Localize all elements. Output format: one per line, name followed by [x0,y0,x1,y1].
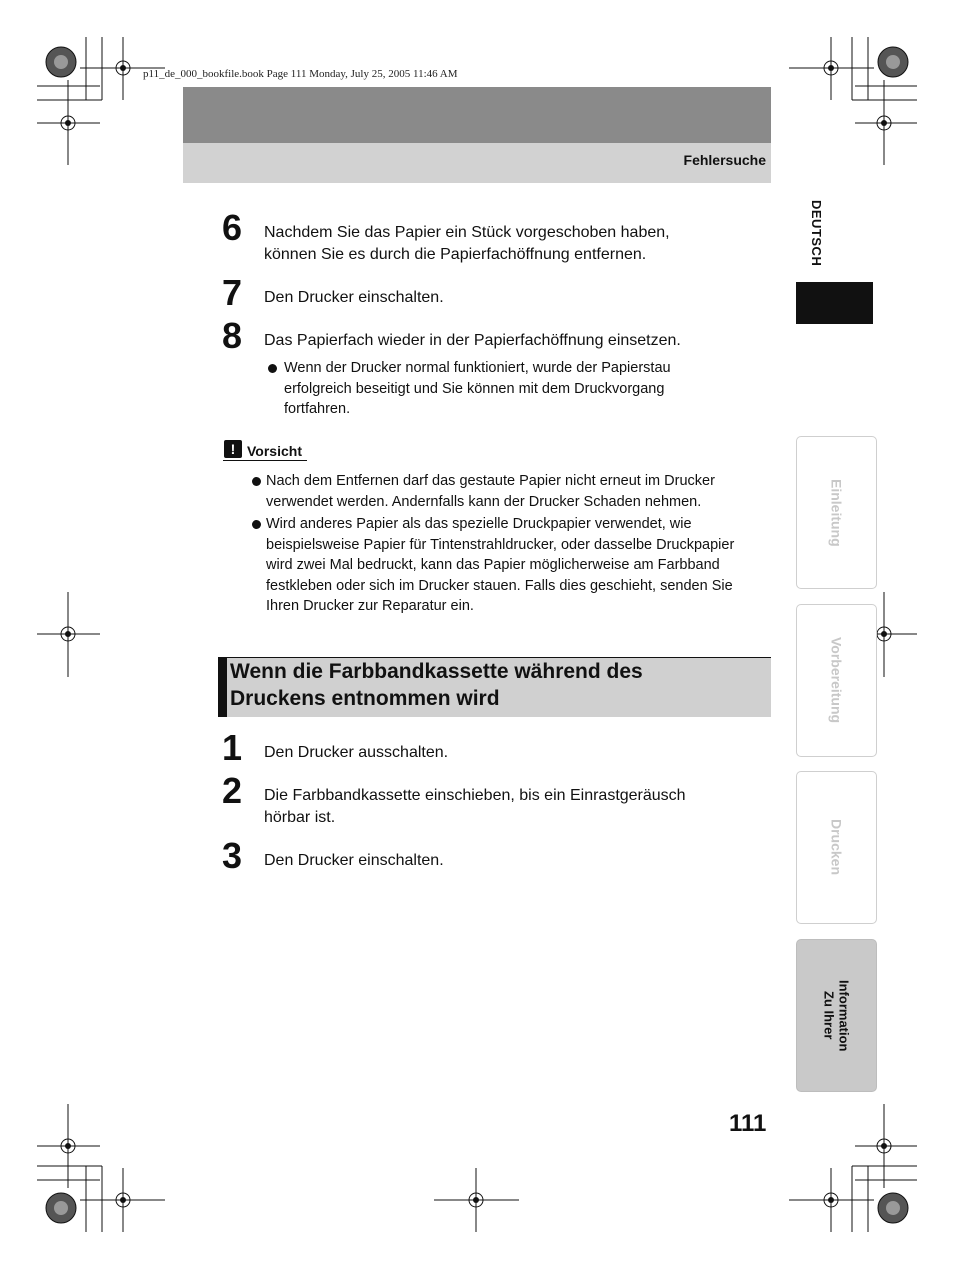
step-text: Die Farbbandkassette einschieben, bis ein Einrastgeräusch hörbar ist. [264,787,686,826]
tab-label: Einleitung [828,478,845,547]
caution-icon: ! [224,440,242,458]
caution-item: Wird anderes Papier als das spezielle Druckpapier verwendet, wie beispielsweise Papier für Tintenstrahldrucker, oder dasselbe Druckpapier wird zwei Mal bedruckt, kann das Papier möglicherweise am Farbband festkleben oder sich im Drucker stauen. Falls dies geschieht, senden Sie Ihren Drucker zur Reparatur ein. [266,516,735,614]
caution-item: Nach dem Entfernen darf das gestaute Papier nicht erneut im Drucker verwendet werden. Andernfalls kann der Drucker Schaden nehmen. [266,473,715,510]
tab-einleitung[interactable] [796,436,877,589]
tab-drucken[interactable] [796,771,877,924]
page-number: 111 [729,1110,767,1137]
step-text: Den Drucker einschalten. [264,852,444,869]
language-label: DEUTSCH [809,200,824,267]
step-number: 1 [222,727,243,768]
tab-label: Drucken [828,819,845,876]
header-band [183,87,771,143]
step-number: 7 [222,272,243,313]
caution-label: Vorsicht [247,443,302,459]
step-number: 2 [222,770,243,811]
tab-label-line2: Information [836,979,852,1052]
step-number: 3 [222,835,243,876]
bullet-dot [268,364,277,373]
step-text: Den Drucker einschalten. [264,289,444,306]
step-text: Das Papierfach wieder in der Papierfachöffnung einsetzen. [264,332,681,349]
step-text: Den Drucker ausschalten. [264,744,449,761]
step-number: 6 [222,207,243,248]
step-note: Wenn der Drucker normal funktioniert, wurde der Papierstau erfolgreich beseitigt und Sie können mit dem Druckvorgang fortfahren. [284,360,671,417]
tab-vorbereitung[interactable] [796,604,877,757]
section-title: Fehlersuche [683,152,766,168]
step-number: 8 [222,315,243,356]
file-header: p11_de_000_bookfile.book Page 111 Monday, July 25, 2005 11:46 AM [143,68,458,80]
caution-underline [223,460,307,461]
section-heading-bar [218,657,227,717]
tab-label: Vorbereitung [828,637,845,724]
section-heading: Wenn die Farbbandkassette während des Druckens entnommen wird [230,660,643,710]
step-text: Nachdem Sie das Papier ein Stück vorgeschoben haben, können Sie es durch die Papierfachöffnung entfernen. [264,224,670,263]
bullet-dot [252,477,261,486]
bullet-dot [252,520,261,529]
language-marker [796,282,873,324]
tab-label-line1: Zu Ihrer [821,991,837,1040]
tab-zu-ihrer-information[interactable] [796,939,877,1092]
